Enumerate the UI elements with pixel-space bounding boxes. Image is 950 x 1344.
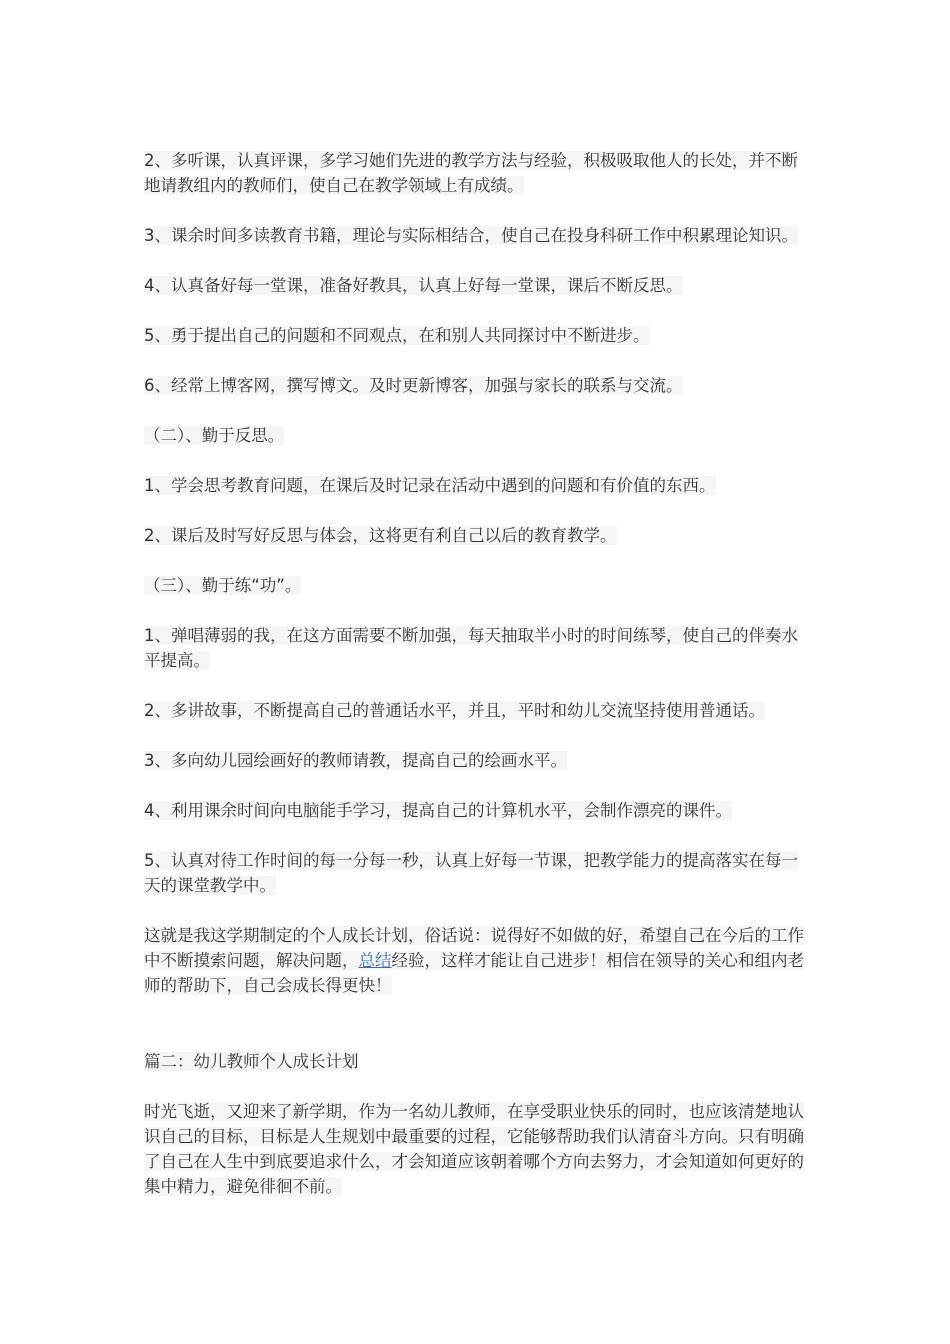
intro-paragraph: 时光飞逝，又迎来了新学期，作为一名幼儿教师，在享受职业快乐的同时，也应该清楚地认识自己的目标，目标是人生规划中最重要的过程，它能够帮助我们认清奋斗方向。只有明确了自己在人生中到底要追求什么，才会知道应该朝着哪个方向去努力，才会知道如何更好的集中精力，避免徘徊不前。 — [144, 1102, 804, 1196]
list-item: 3、课余时间多读教育书籍，理论与实际相结合，使自己在投身科研工作中积累理论知识。 — [144, 226, 798, 245]
conclusion-text-after: 经验，这样才能让自己进步！相信在领导的关心和组内老师的帮助下，自己会成长得更快！ — [144, 951, 804, 995]
list-item: 6、经常上博客网，撰写博文。及时更新博客，加强与家长的联系与交流。 — [144, 376, 683, 395]
subsection-heading: （二）、勤于反思。 — [144, 426, 285, 445]
section-spacer — [144, 1023, 812, 1049]
conclusion-paragraph — [144, 923, 812, 998]
summary-link[interactable]: 总结 — [358, 951, 392, 970]
list-item: 2、多讲故事，不断提高自己的普通话水平，并且，平时和幼儿交流坚持使用普通话。 — [144, 701, 765, 720]
list-item: 3、多向幼儿园绘画好的教师请教，提高自己的绘画水平。 — [144, 751, 567, 770]
list-item: 2、多听课，认真评课，多学习她们先进的教学方法与经验，积极吸取他人的长处，并不断地请教组内的教师们，使自己在教学领域上有成绩。 — [144, 151, 798, 195]
list-item: 2、课后及时写好反思与体会，这将更有利自己以后的教育教学。 — [144, 526, 617, 545]
list-item: 1、学会思考教育问题，在课后及时记录在活动中遇到的问题和有价值的东西。 — [144, 476, 716, 495]
subsection-heading: （三）、勤于练“功”。 — [144, 576, 302, 595]
list-item: 5、认真对待工作时间的每一分每一秒，认真上好每一节课，把教学能力的提高落实在每一天的课堂教学中。 — [144, 851, 798, 895]
list-item: 1、弹唱薄弱的我，在这方面需要不断加强，每天抽取半小时的时间练琴，使自己的伴奏水平提高。 — [144, 626, 798, 670]
section-heading: 篇二：幼儿教师个人成长计划 — [144, 1052, 359, 1071]
document-page — [144, 148, 812, 1224]
list-item: 5、勇于提出自己的问题和不同观点，在和别人共同探讨中不断进步。 — [144, 326, 650, 345]
conclusion-text-before: 这就是我这学期制定的个人成长计划，俗话说：说得好不如做的好，希望自己在今后的工作中不断摸索问题，解决问题， — [144, 926, 804, 970]
list-item: 4、认真备好每一堂课，准备好教具，认真上好每一堂课，课后不断反思。 — [144, 276, 683, 295]
list-item: 4、利用课余时间向电脑能手学习，提高自己的计算机水平，会制作漂亮的课件。 — [144, 801, 732, 820]
